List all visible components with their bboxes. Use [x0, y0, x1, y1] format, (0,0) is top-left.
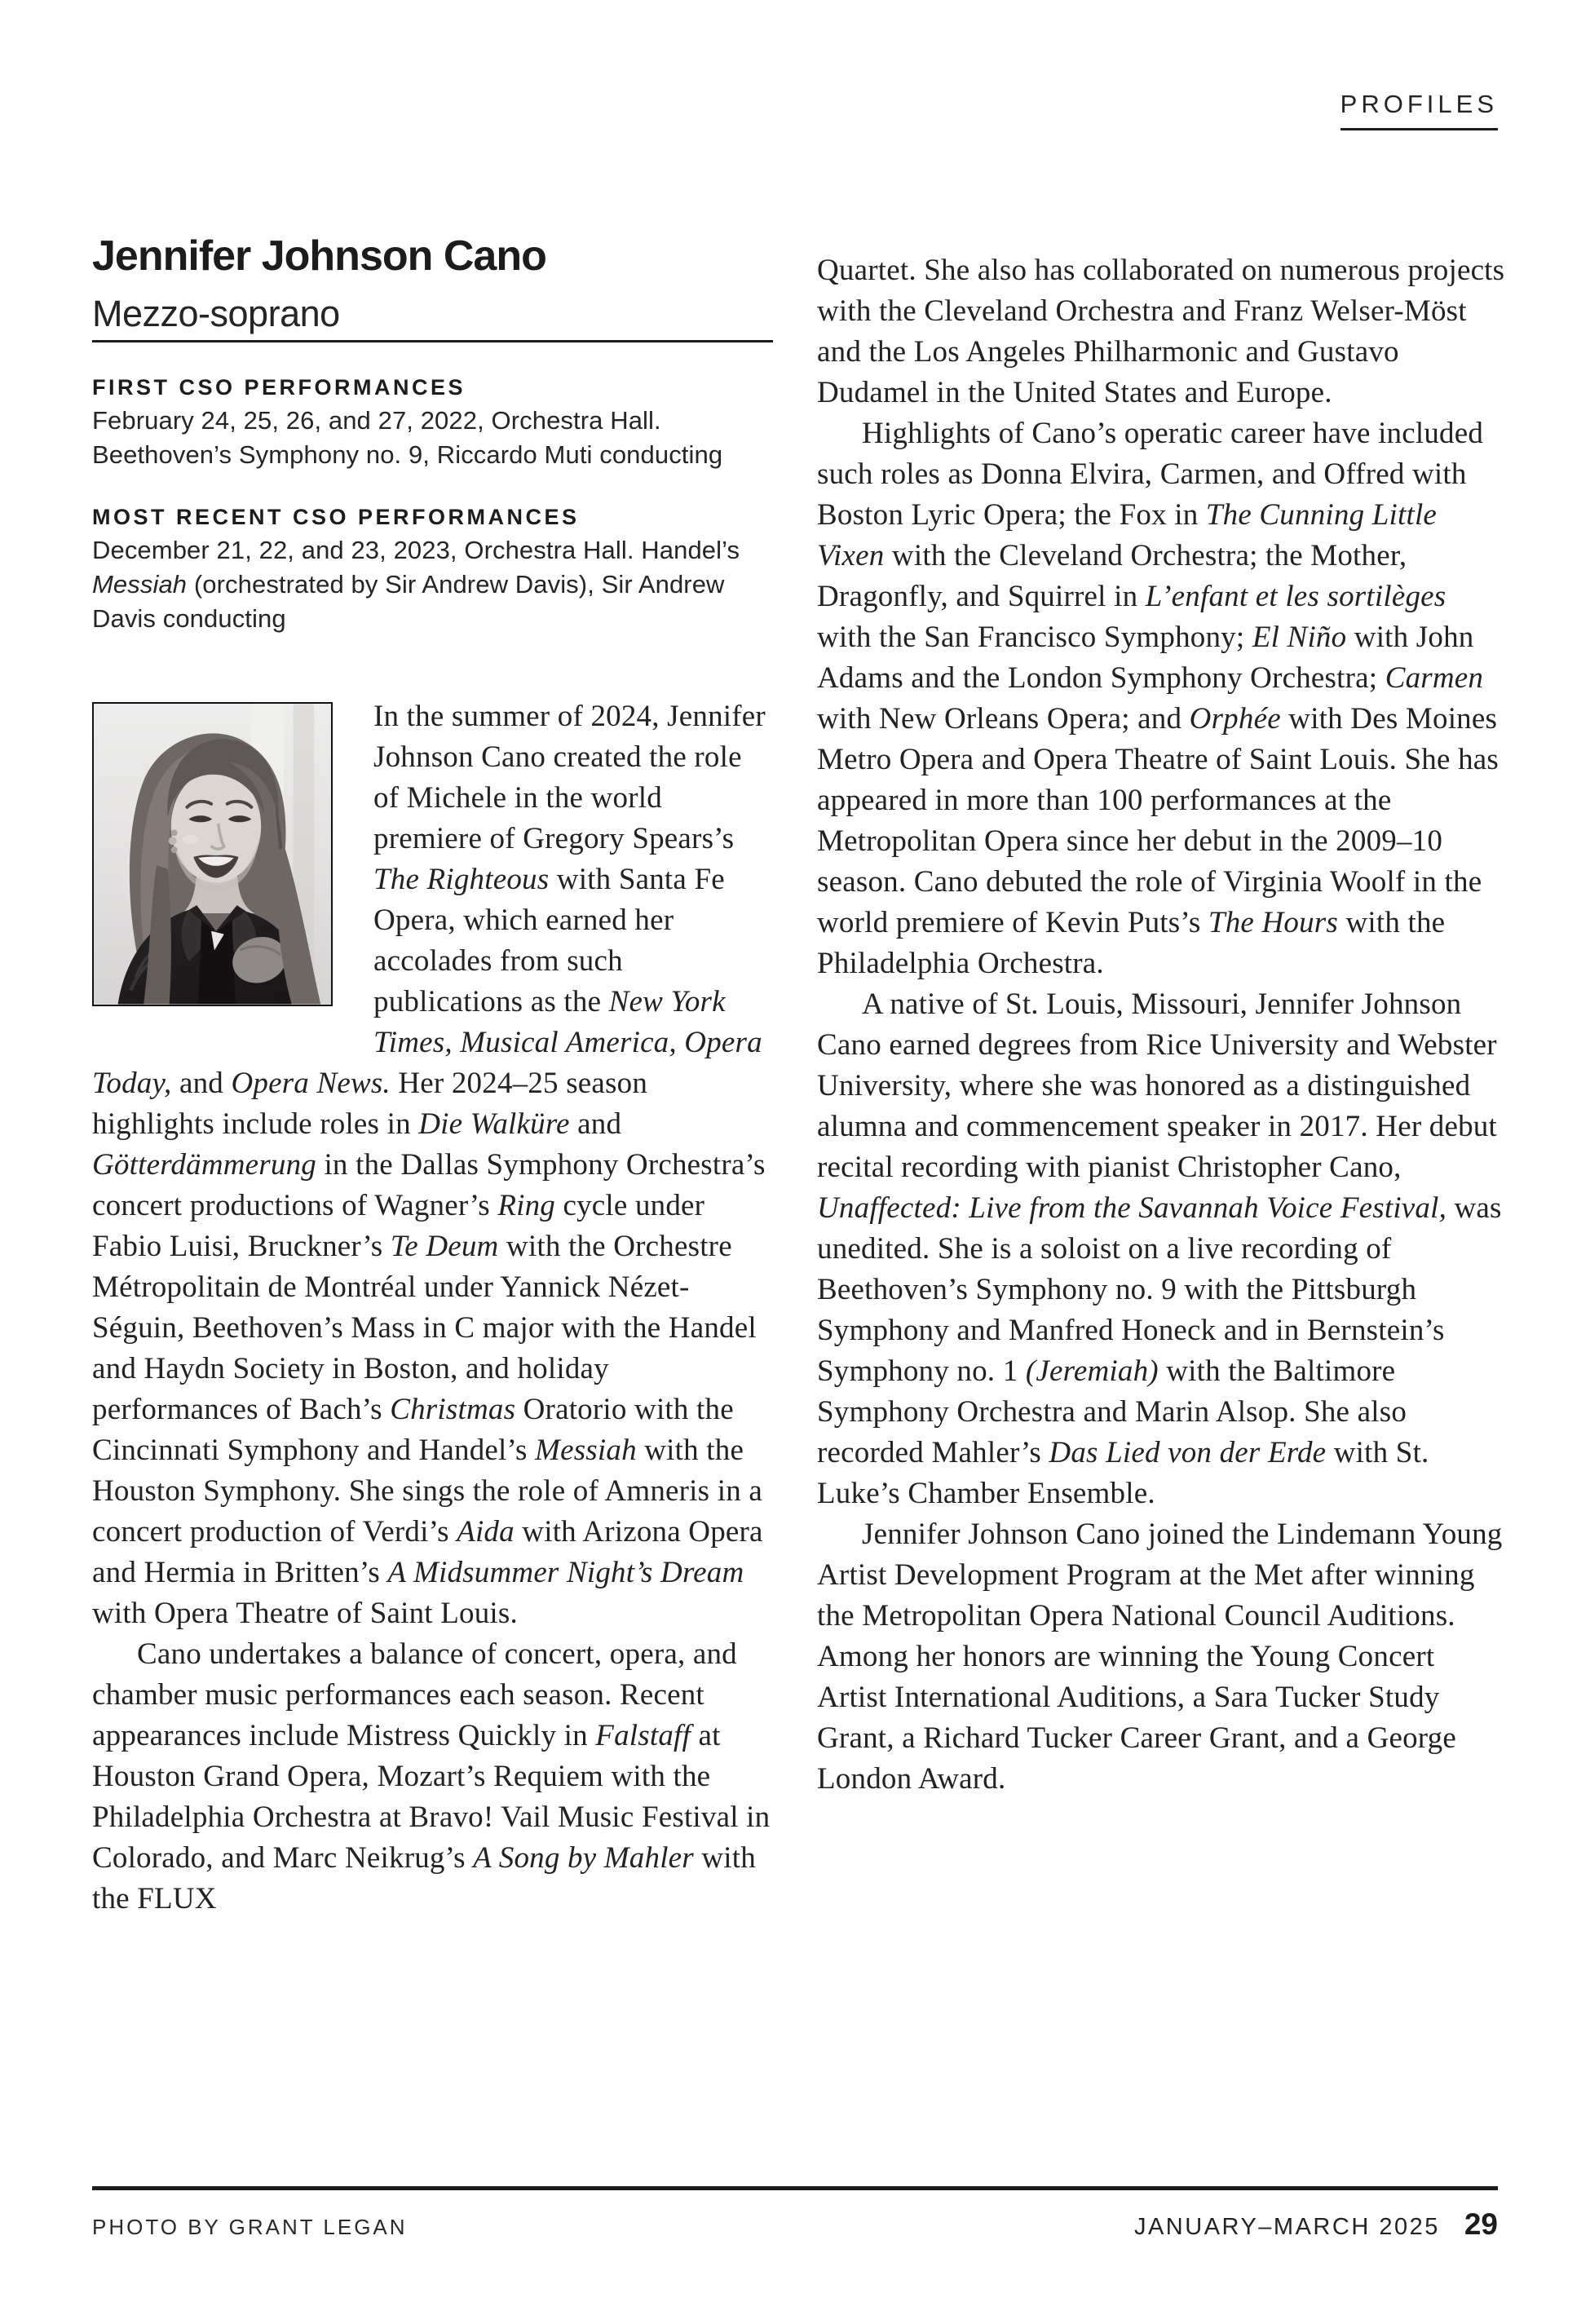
bio-paragraph: Quartet. She also has collaborated on numerous projects with the Cleveland Orchestra and Franz Welser-Möst and the Los Angeles Philharmonic and Gustavo Dudamel in the United States and Europe.	[817, 254, 1505, 409]
first-performances-details: February 24, 25, 26, and 27, 2022, Orchestra Hall. Beethoven’s Symphony no. 9, Riccardo Muti conducting	[92, 406, 723, 469]
artist-photo	[92, 702, 333, 1006]
issue-date: JANUARY–MARCH 2025	[1133, 2214, 1440, 2240]
footer-right	[1134, 2207, 1498, 2242]
portrait-illustration	[94, 704, 331, 1005]
right-column	[817, 250, 1506, 1800]
running-header: PROFILES	[1340, 90, 1498, 130]
bio-paragraph: Cano undertakes a balance of concert, opera, and chamber music performances each season. Recent appearances include Mistress Quickly in Falstaff at Houston Grand Opera, Mozart’s Requiem with the Philadelphia Orchestra at Bravo! Vail Music Festival in Colorado, and Marc Neikrug’s A Song by Mahler with the FLUX	[92, 1637, 771, 1915]
page-footer	[92, 2186, 1498, 2242]
bio-paragraph: Jennifer Johnson Cano joined the Lindemann Young Artist Development Program at the Met after winning the Metropolitan Opera National Council Auditions. Among her honors are winning the Young Concert Artist International Auditions, a Sara Tucker Study Grant, a Richard Tucker Career Grant, and a George London Award.	[817, 1518, 1503, 1796]
voice-type: Mezzo-soprano	[92, 293, 340, 334]
recent-performances-details: December 21, 22, and 23, 2023, Orchestra Hall. Handel’s Messiah (orchestrated by Sir Andrew Davis), Sir Andrew Davis conducting	[92, 536, 740, 633]
bio-left-column	[92, 696, 773, 1920]
left-column	[92, 232, 773, 1920]
first-performances-label: FIRST CSO PERFORMANCES	[92, 375, 466, 400]
bio-paragraph: In the summer of 2024, Jennifer Johnson Cano created the role of Michele in the world premiere of Gregory Spears’s The Righteous with Santa Fe Opera, which earned her accolades from such publications as the New York Times, Musical America, Opera Today, and Opera News. Her 2024–25 season highlights include roles in Die Walküre and Götterdämmerung in the Dallas Symphony Orchestra’s concert productions of Wagner’s Ring cycle under Fabio Luisi, Bruckner’s Te Deum with the Orchestre Métropolitain de Montréal under Yannick Nézet-Séguin, Beethoven’s Mass in C major with the Handel and Haydn Society in Boston, and holiday performances of Bach’s Christmas Oratorio with the Cincinnati Symphony and Handel’s Messiah with the Houston Symphony. She sings the role of Amneris in a concert production of Verdi’s Aida with Arizona Opera and Hermia in Britten’s A Midsummer Night’s Dream with Opera Theatre of Saint Louis.	[92, 700, 766, 1630]
page-number: 29	[1464, 2207, 1498, 2241]
recent-performances-label: MOST RECENT CSO PERFORMANCES	[92, 505, 580, 529]
bio-paragraph: A native of St. Louis, Missouri, Jennifer Johnson Cano earned degrees from Rice University and Webster University, where she was honored as a distinguished alumna and commencement speaker in 2017. Her debut recital recording with pianist Christopher Cano, Unaffected: Live from the Savannah Voice Festival, was unedited. She is a soloist on a live recording of Beethoven’s Symphony no. 9 with the Pittsburgh Symphony and Manfred Honeck and in Bernstein’s Symphony no. 1 (Jeremiah) with the Baltimore Symphony Orchestra and Marin Alsop. She also recorded Mahler’s Das Lied von der Erde with St. Luke’s Chamber Ensemble.	[817, 987, 1502, 1510]
photo-credit: PHOTO BY GRANT LEGAN	[92, 2215, 408, 2239]
artist-name: Jennifer Johnson Cano	[92, 232, 546, 280]
heading-rule	[92, 340, 773, 342]
bio-paragraph: Highlights of Cano’s operatic career have included such roles as Donna Elvira, Carmen, and Offred with Boston Lyric Opera; the Fox in The Cunning Little Vixen with the Cleveland Orchestra; the Mother, Dragonfly, and Squirrel in L’enfant et les sortilèges with the San Francisco Symphony; El Niño with John Adams and the London Symphony Orchestra; Carmen with New Orleans Opera; and Orphée with Des Moines Metro Opera and Opera Theatre of Saint Louis. She has appeared in more than 100 performances at the Metropolitan Opera since her debut in the 2009–10 season. Cano debuted the role of Virginia Woolf in the world premiere of Kevin Puts’s The Hours with the Philadelphia Orchestra.	[817, 417, 1499, 980]
